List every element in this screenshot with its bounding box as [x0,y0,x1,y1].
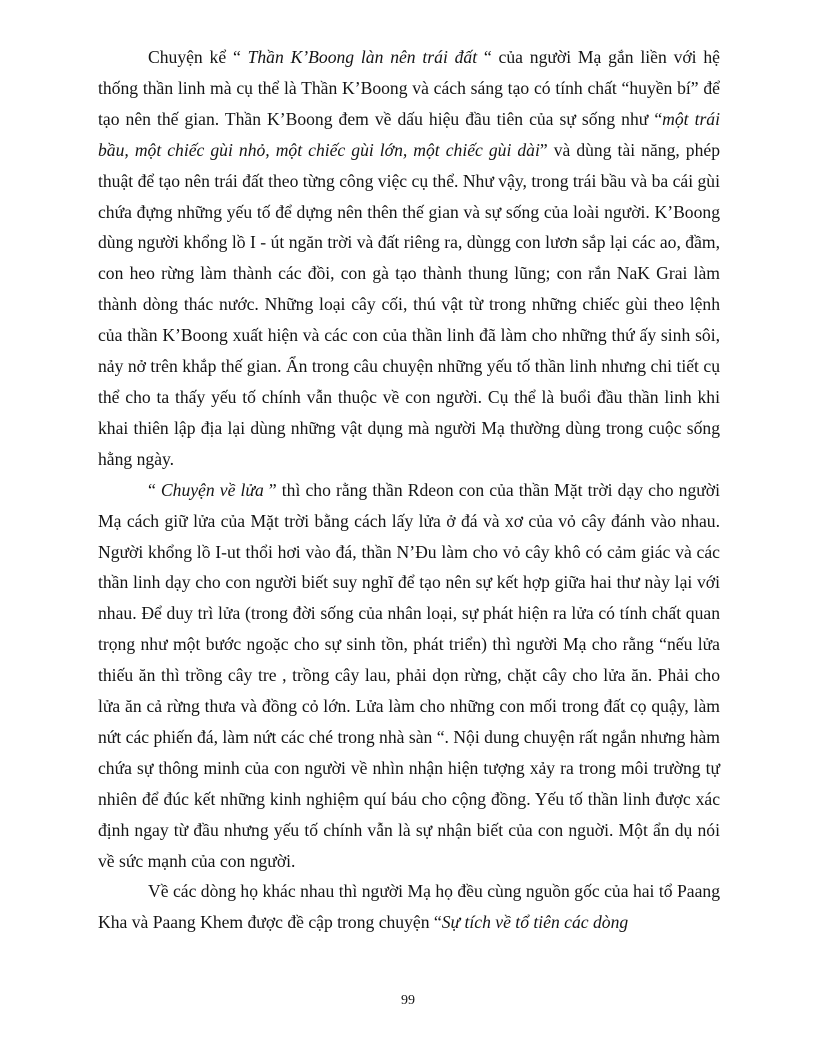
text-segment: Chuyện kể “ [148,47,248,67]
text-segment: ” và dùng tài năng, phép thuật để tạo nên trái đất theo từng công việc cụ thể. Như vậy, trong trái bầu và ba cái gùi chứa đựng những yếu tố để dựng nên thên thế gian và sự sống của loài người. K’Boong dùng người khổng lồ I - út ngăn trời và đất riêng ra, dùngg con lươn sắp lại các ao, đầm, con heo rừng làm thành các đồi, con gà tạo thành thung lũng; con rắn NaK Grai làm thành dòng thác nước. Những loại cây cối, thú vật từ trong những chiếc gùi theo lệnh của thần K’Boong xuất hiện và các con của thần linh đã làm cho những thứ ấy sinh sôi, nảy nở trên khắp thế gian. Ẩn trong câu chuyện những yếu tố thần linh nhưng chi tiết cụ thể cho ta thấy yếu tố chính vẫn thuộc về con người. Cụ thể là buổi đầu thần linh khi khai thiên lập địa lại dùng những vật dụng mà người Mạ thường dùng trong cuộc sống hằng ngày. [98,139,720,469]
paragraph-chuyện-về-lửa [98,475,720,877]
paragraph-thần-k-boong [98,42,720,475]
story-title: Chuyện về lửa [160,479,264,500]
page-number: 99 [401,993,415,1008]
story-title: Sự tích về tổ tiên các dòng [441,912,629,933]
text-segment: “ [148,479,161,500]
text-segment: Về các dòng họ khác nhau thì người Mạ họ đều cùng nguồn gốc của hai tổ Paang Kha và Paang Khem được đề cập trong chuyện “ [98,881,720,933]
story-title: Thần K’Boong làn nên trái đất [247,47,478,67]
text-segment: “ của người Mạ gắn liền với hệ thống thần linh mà cụ thể là Thần K’Boong và cách sáng tạo có tính chất “huyền bí” để tạo nên thế gian. Thần K’Boong đem về dấu hiệu đầu tiên của sự sống như “ [98,47,720,129]
paragraph-dòng-họ [98,876,720,938]
text-segment: ” thì cho rằng thần Rdeon con của thần Mặt trời dạy cho người Mạ cách giữ lửa của Mặt trời bằng cách lấy lửa ở đá và xơ của vỏ cây đánh vào nhau. Người khổng lồ I-ut thổi hơi vào đá, thần N’Đu làm cho vỏ cây khô có cảm giác và các thần linh dạy cho con người biết suy nghĩ để tạo nên sự kết hợp giữa hai thư này lại với nhau. Để duy trì lửa (trong đời sống của nhân loại, sự phát hiện ra lửa có tính chất quan trọng như một bước ngoặc cho sự sinh tồn, phát triển) thì người Mạ cho rằng “nếu lửa thiếu ăn thì trồng cây tre , trồng cây lau, phải dọn rừng, chặt cây cho lửa ăn. Phải cho lửa ăn cả rừng thưa và đồng cỏ lớn. Lửa làm cho những con mối trong đất cọ quậy, làm nứt các phiến đá, làm nứt các ché trong nhà sàn “. Nội dung chuyện rất ngắn nhưng hàm chứa sự thông minh của con người về nhìn nhận hiện tượng xảy ra trong môi trường tự nhiên để đúc kết những kinh nghiệm quí báu cho cộng đồng. Yếu tố thần linh được xác định ngay từ đầu nhưng yếu tố chính vẫn là sự nhận biết của con nguời. Một ẩn dụ nói về sức mạnh của con người. [98,479,720,871]
body-text [98,42,720,938]
italic-quote: một trái bầu, một chiếc gùi nhỏ, một chiếc gùi lớn, một chiếc gùi dài [98,108,720,160]
